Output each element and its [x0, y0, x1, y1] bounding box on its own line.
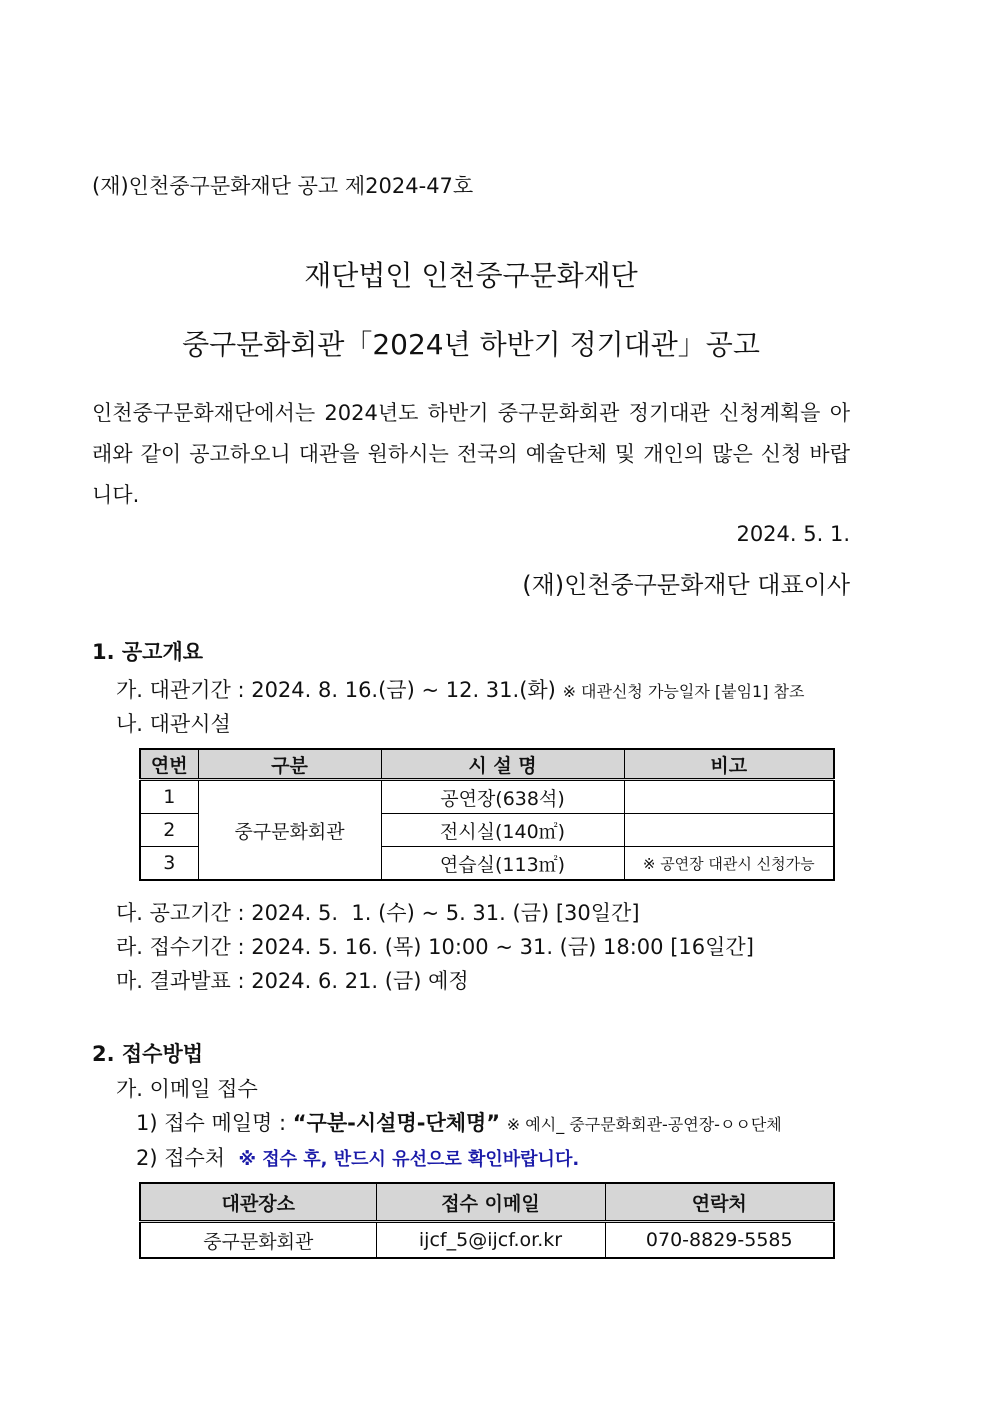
venue-cell: 중구문화회관 [140, 1222, 376, 1259]
subject-format: “구분-시설명-단체명” [292, 1111, 501, 1135]
table-row [140, 780, 834, 814]
rental-period [116, 674, 804, 704]
subject-label: 1) 접수 메일명 : [136, 1111, 287, 1135]
table-row [140, 1222, 834, 1259]
intro-paragraph: 인천중구문화재단에서는 2024년도 하반기 중구문화회관 정기대관 신청계획을 아래와 같이 공고하오니 대관을 원하시는 전국의 예술단체 및 개인의 많은 신청 바랍니다. [92, 401, 850, 507]
table-header-row [140, 1183, 834, 1222]
venue-cell: 중구문화회관 [198, 780, 381, 881]
row-no: 3 [140, 847, 198, 881]
header-facility: 시 설 명 [381, 749, 624, 780]
header-no: 연번 [140, 749, 198, 780]
section-2-heading: 2. 접수방법 [92, 1042, 204, 1066]
header-venue: 대관장소 [140, 1183, 376, 1222]
row-no: 1 [140, 780, 198, 814]
header-note: 비고 [624, 749, 834, 780]
section-1-heading: 1. 공고개요 [92, 640, 204, 664]
note-cell [624, 780, 834, 814]
notice-period: 다. 공고기간 : 2024. 5. 1. (수) ~ 5. 31. (금) [30일간] [116, 901, 640, 925]
contact-label: 2) 접수처 [136, 1146, 226, 1170]
issuer: (재)인천중구문화재단 대표이사 [522, 571, 850, 599]
facilities-table [139, 748, 835, 881]
reception-period: 라. 접수기간 : 2024. 5. 16. (목) 10:00 ~ 31. (금) 18:00 [16일간] [116, 935, 754, 959]
note-cell: ※ 공연장 대관시 신청가능 [624, 847, 834, 881]
title-line-2: 중구문화회관「2024년 하반기 정기대관」공고 [182, 328, 760, 361]
header-phone: 연락처 [605, 1183, 834, 1222]
facility-cell: 연습실(113㎡) [381, 847, 624, 881]
title-line-1: 재단법인 인천중구문화재단 [304, 259, 638, 292]
facility-cell: 공연장(638석) [381, 780, 624, 814]
rental-period-note: ※ 대관신청 가능일자 [붙임1] 참조 [562, 682, 805, 701]
rental-period-text: 가. 대관기간 : 2024. 8. 16.(금) ~ 12. 31.(화) [116, 678, 556, 702]
email-heading: 가. 이메일 접수 [116, 1077, 258, 1101]
facility-cell: 전시실(140㎡) [381, 814, 624, 847]
header-category: 구분 [198, 749, 381, 780]
contact-note: ※ 접수 후, 반드시 유선으로 확인바랍니다. [238, 1149, 580, 1170]
contact-line [136, 1142, 579, 1172]
notice-date: 2024. 5. 1. [736, 522, 850, 546]
table-header-row [140, 749, 834, 780]
email-cell[interactable]: ijcf_5@ijcf.or.kr [376, 1222, 605, 1259]
result-announcement: 마. 결과발표 : 2024. 6. 21. (금) 예정 [116, 969, 469, 993]
row-no: 2 [140, 814, 198, 847]
email-subject [136, 1107, 782, 1137]
notice-number: (재)인천중구문화재단 공고 제2024-47호 [92, 174, 474, 198]
subject-example: ※ 예시_ 중구문화회관-공연장-ㅇㅇ단체 [506, 1115, 782, 1134]
note-cell [624, 814, 834, 847]
phone-cell: 070-8829-5585 [605, 1222, 834, 1259]
contact-table [139, 1182, 835, 1259]
facilities-heading: 나. 대관시설 [116, 712, 231, 736]
header-email: 접수 이메일 [376, 1183, 605, 1222]
